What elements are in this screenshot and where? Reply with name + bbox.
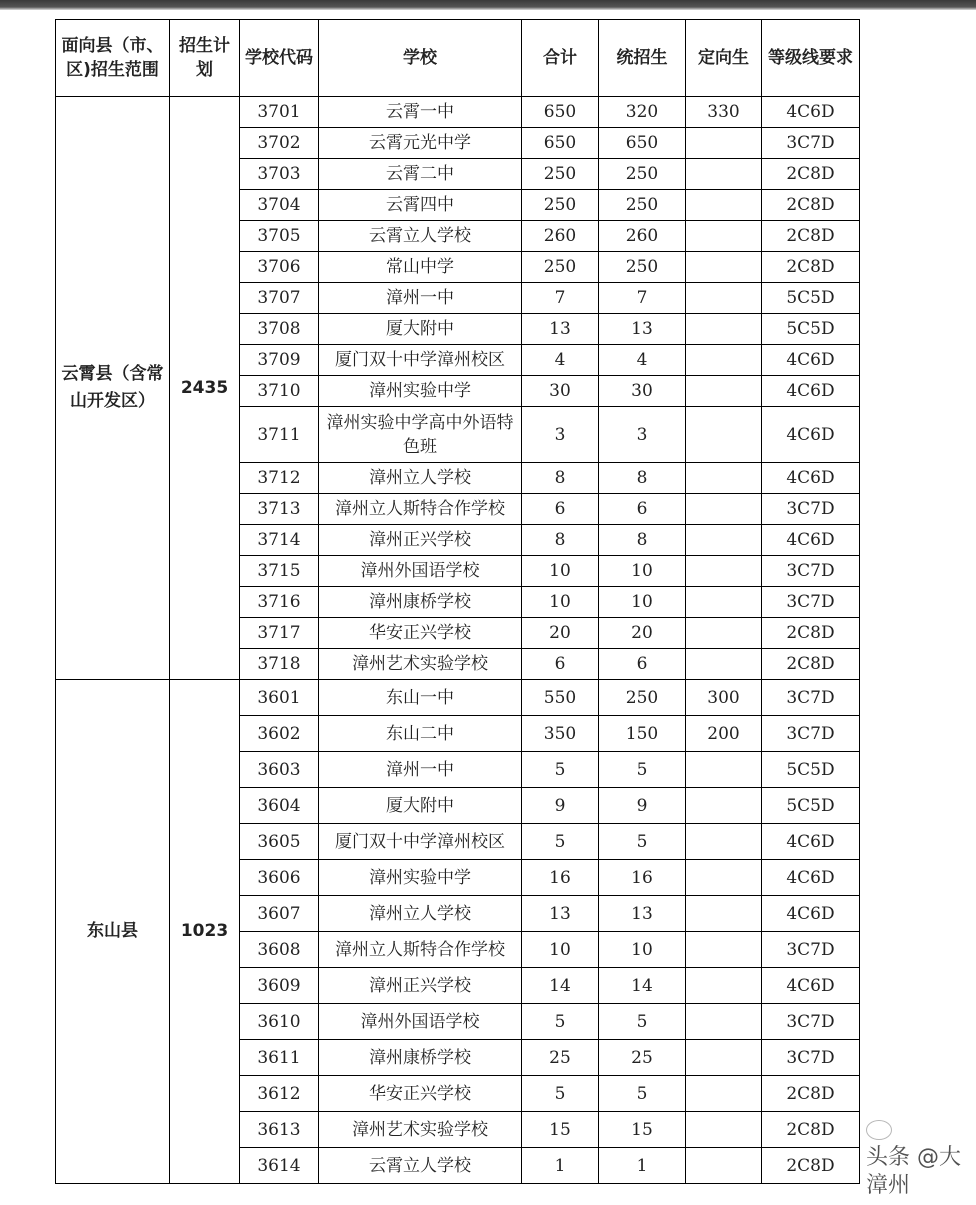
- school-name: 厦门双十中学漳州校区: [319, 345, 522, 376]
- total: 4: [522, 345, 599, 376]
- directed: [686, 824, 762, 860]
- total: 350: [522, 716, 599, 752]
- grade-requirement: 3C7D: [762, 680, 860, 716]
- grade-requirement: 2C8D: [762, 221, 860, 252]
- region-cell: 东山县: [56, 680, 170, 1184]
- unified: 3: [599, 407, 686, 463]
- total: 20: [522, 618, 599, 649]
- unified: 5: [599, 1076, 686, 1112]
- school-name: 漳州实验中学高中外语特色班: [319, 407, 522, 463]
- total: 3: [522, 407, 599, 463]
- grade-requirement: 4C6D: [762, 824, 860, 860]
- total: 8: [522, 525, 599, 556]
- school-code: 3701: [240, 97, 319, 128]
- directed: [686, 128, 762, 159]
- total: 650: [522, 97, 599, 128]
- school-code: 3706: [240, 252, 319, 283]
- directed: 300: [686, 680, 762, 716]
- unified: 13: [599, 896, 686, 932]
- directed: [686, 314, 762, 345]
- school-code: 3605: [240, 824, 319, 860]
- school-name: 漳州外国语学校: [319, 1004, 522, 1040]
- school-code: 3714: [240, 525, 319, 556]
- directed: [686, 752, 762, 788]
- directed: [686, 1148, 762, 1184]
- unified: 250: [599, 190, 686, 221]
- school-code: 3713: [240, 494, 319, 525]
- table-row: [56, 680, 860, 716]
- total: 13: [522, 314, 599, 345]
- plan-cell: 2435: [170, 97, 240, 680]
- school-code: 3614: [240, 1148, 319, 1184]
- unified: 10: [599, 587, 686, 618]
- unified: 14: [599, 968, 686, 1004]
- grade-requirement: 3C7D: [762, 1040, 860, 1076]
- school-name: 漳州康桥学校: [319, 1040, 522, 1076]
- school-name: 厦大附中: [319, 314, 522, 345]
- grade-requirement: 4C6D: [762, 376, 860, 407]
- total: 7: [522, 283, 599, 314]
- grade-requirement: 2C8D: [762, 252, 860, 283]
- unified: 6: [599, 649, 686, 680]
- unified: 13: [599, 314, 686, 345]
- total: 250: [522, 190, 599, 221]
- school-name: 漳州艺术实验学校: [319, 649, 522, 680]
- school-code: 3702: [240, 128, 319, 159]
- header-directed: 定向生: [686, 20, 762, 97]
- total: 30: [522, 376, 599, 407]
- total: 250: [522, 159, 599, 190]
- directed: [686, 649, 762, 680]
- header-grade-req: 等级线要求: [762, 20, 860, 97]
- directed: [686, 1112, 762, 1148]
- grade-requirement: 3C7D: [762, 932, 860, 968]
- school-code: 3715: [240, 556, 319, 587]
- total: 6: [522, 494, 599, 525]
- school-name: 东山二中: [319, 716, 522, 752]
- directed: [686, 525, 762, 556]
- total: 8: [522, 463, 599, 494]
- directed: [686, 860, 762, 896]
- total: 5: [522, 1004, 599, 1040]
- grade-requirement: 5C5D: [762, 314, 860, 345]
- grade-requirement: 3C7D: [762, 1004, 860, 1040]
- school-code: 3612: [240, 1076, 319, 1112]
- school-code: 3711: [240, 407, 319, 463]
- school-name: 漳州立人学校: [319, 896, 522, 932]
- school-code: 3613: [240, 1112, 319, 1148]
- total: 650: [522, 128, 599, 159]
- unified: 9: [599, 788, 686, 824]
- unified: 16: [599, 860, 686, 896]
- grade-requirement: 5C5D: [762, 283, 860, 314]
- total: 1: [522, 1148, 599, 1184]
- total: 15: [522, 1112, 599, 1148]
- school-name: 云霄一中: [319, 97, 522, 128]
- unified: 6: [599, 494, 686, 525]
- directed: 330: [686, 97, 762, 128]
- school-name: 漳州外国语学校: [319, 556, 522, 587]
- school-name: 漳州立人斯特合作学校: [319, 494, 522, 525]
- grade-requirement: 2C8D: [762, 649, 860, 680]
- unified: 250: [599, 252, 686, 283]
- directed: [686, 1076, 762, 1112]
- school-code: 3603: [240, 752, 319, 788]
- unified: 260: [599, 221, 686, 252]
- school-name: 漳州正兴学校: [319, 525, 522, 556]
- school-code: 3606: [240, 860, 319, 896]
- directed: [686, 556, 762, 587]
- header-code: 学校代码: [240, 20, 319, 97]
- unified: 250: [599, 680, 686, 716]
- total: 10: [522, 932, 599, 968]
- unified: 5: [599, 824, 686, 860]
- grade-requirement: 4C6D: [762, 968, 860, 1004]
- school-code: 3601: [240, 680, 319, 716]
- grade-requirement: 2C8D: [762, 618, 860, 649]
- school-name: 漳州实验中学: [319, 376, 522, 407]
- school-code: 3717: [240, 618, 319, 649]
- total: 16: [522, 860, 599, 896]
- school-name: 漳州一中: [319, 283, 522, 314]
- header-region: 面向县（市、区)招生范围: [56, 20, 170, 97]
- grade-requirement: 2C8D: [762, 159, 860, 190]
- unified: 320: [599, 97, 686, 128]
- directed: [686, 376, 762, 407]
- school-code: 3703: [240, 159, 319, 190]
- unified: 25: [599, 1040, 686, 1076]
- school-code: 3705: [240, 221, 319, 252]
- grade-requirement: 3C7D: [762, 556, 860, 587]
- total: 10: [522, 556, 599, 587]
- unified: 30: [599, 376, 686, 407]
- unified: 5: [599, 752, 686, 788]
- total: 5: [522, 752, 599, 788]
- directed: [686, 159, 762, 190]
- directed: [686, 618, 762, 649]
- plan-cell: 1023: [170, 680, 240, 1184]
- school-code: 3609: [240, 968, 319, 1004]
- grade-requirement: 4C6D: [762, 345, 860, 376]
- unified: 7: [599, 283, 686, 314]
- school-name: 云霄立人学校: [319, 221, 522, 252]
- total: 25: [522, 1040, 599, 1076]
- unified: 15: [599, 1112, 686, 1148]
- school-code: 3611: [240, 1040, 319, 1076]
- header-school: 学校: [319, 20, 522, 97]
- unified: 20: [599, 618, 686, 649]
- directed: [686, 494, 762, 525]
- directed: [686, 1040, 762, 1076]
- school-name: 东山一中: [319, 680, 522, 716]
- directed: [686, 587, 762, 618]
- total: 13: [522, 896, 599, 932]
- grade-requirement: 3C7D: [762, 494, 860, 525]
- directed: [686, 1004, 762, 1040]
- school-name: 漳州实验中学: [319, 860, 522, 896]
- total: 14: [522, 968, 599, 1004]
- school-code: 3604: [240, 788, 319, 824]
- school-name: 厦门双十中学漳州校区: [319, 824, 522, 860]
- directed: [686, 283, 762, 314]
- unified: 8: [599, 525, 686, 556]
- school-code: 3718: [240, 649, 319, 680]
- grade-requirement: 5C5D: [762, 752, 860, 788]
- grade-requirement: 4C6D: [762, 463, 860, 494]
- total: 5: [522, 1076, 599, 1112]
- school-name: 漳州正兴学校: [319, 968, 522, 1004]
- directed: [686, 407, 762, 463]
- school-name: 华安正兴学校: [319, 1076, 522, 1112]
- total: 5: [522, 824, 599, 860]
- school-name: 云霄立人学校: [319, 1148, 522, 1184]
- grade-requirement: 2C8D: [762, 1112, 860, 1148]
- header-total: 合计: [522, 20, 599, 97]
- school-name: 厦大附中: [319, 788, 522, 824]
- grade-requirement: 4C6D: [762, 896, 860, 932]
- school-code: 3712: [240, 463, 319, 494]
- grade-requirement: 3C7D: [762, 128, 860, 159]
- school-code: 3610: [240, 1004, 319, 1040]
- unified: 1: [599, 1148, 686, 1184]
- unified: 8: [599, 463, 686, 494]
- total: 250: [522, 252, 599, 283]
- school-code: 3602: [240, 716, 319, 752]
- school-name: 漳州康桥学校: [319, 587, 522, 618]
- school-name: 云霄二中: [319, 159, 522, 190]
- total: 260: [522, 221, 599, 252]
- total: 9: [522, 788, 599, 824]
- directed: [686, 968, 762, 1004]
- directed: 200: [686, 716, 762, 752]
- header-unified: 统招生: [599, 20, 686, 97]
- school-name: 华安正兴学校: [319, 618, 522, 649]
- grade-requirement: 3C7D: [762, 716, 860, 752]
- unified: 10: [599, 556, 686, 587]
- table-row: [56, 97, 860, 128]
- directed: [686, 788, 762, 824]
- directed: [686, 190, 762, 221]
- school-name: 漳州艺术实验学校: [319, 1112, 522, 1148]
- school-code: 3709: [240, 345, 319, 376]
- school-code: 3708: [240, 314, 319, 345]
- school-code: 3704: [240, 190, 319, 221]
- school-name: 漳州立人学校: [319, 463, 522, 494]
- unified: 650: [599, 128, 686, 159]
- wechat-icon: [866, 1120, 892, 1140]
- grade-requirement: 2C8D: [762, 1148, 860, 1184]
- school-name: 云霄四中: [319, 190, 522, 221]
- total: 550: [522, 680, 599, 716]
- grade-requirement: 2C8D: [762, 1076, 860, 1112]
- total: 6: [522, 649, 599, 680]
- unified: 10: [599, 932, 686, 968]
- school-name: 云霄元光中学: [319, 128, 522, 159]
- school-code: 3608: [240, 932, 319, 968]
- directed: [686, 932, 762, 968]
- directed: [686, 345, 762, 376]
- school-name: 常山中学: [319, 252, 522, 283]
- grade-requirement: 2C8D: [762, 190, 860, 221]
- total: 10: [522, 587, 599, 618]
- unified: 5: [599, 1004, 686, 1040]
- grade-requirement: 4C6D: [762, 860, 860, 896]
- grade-requirement: 4C6D: [762, 407, 860, 463]
- unified: 250: [599, 159, 686, 190]
- school-code: 3710: [240, 376, 319, 407]
- directed: [686, 221, 762, 252]
- grade-requirement: 4C6D: [762, 97, 860, 128]
- window-top-bar: [0, 0, 976, 10]
- directed: [686, 896, 762, 932]
- directed: [686, 252, 762, 283]
- enrollment-table: [55, 19, 860, 1184]
- grade-requirement: 4C6D: [762, 525, 860, 556]
- region-cell: 云霄县（含常山开发区）: [56, 97, 170, 680]
- school-code: 3607: [240, 896, 319, 932]
- school-name: 漳州立人斯特合作学校: [319, 932, 522, 968]
- directed: [686, 463, 762, 494]
- school-code: 3707: [240, 283, 319, 314]
- unified: 4: [599, 345, 686, 376]
- grade-requirement: 3C7D: [762, 587, 860, 618]
- grade-requirement: 5C5D: [762, 788, 860, 824]
- unified: 150: [599, 716, 686, 752]
- school-name: 漳州一中: [319, 752, 522, 788]
- header-plan: 招生计划: [170, 20, 240, 97]
- header-row: [56, 20, 860, 97]
- school-code: 3716: [240, 587, 319, 618]
- watermark: 头条 @大漳州: [866, 1120, 974, 1200]
